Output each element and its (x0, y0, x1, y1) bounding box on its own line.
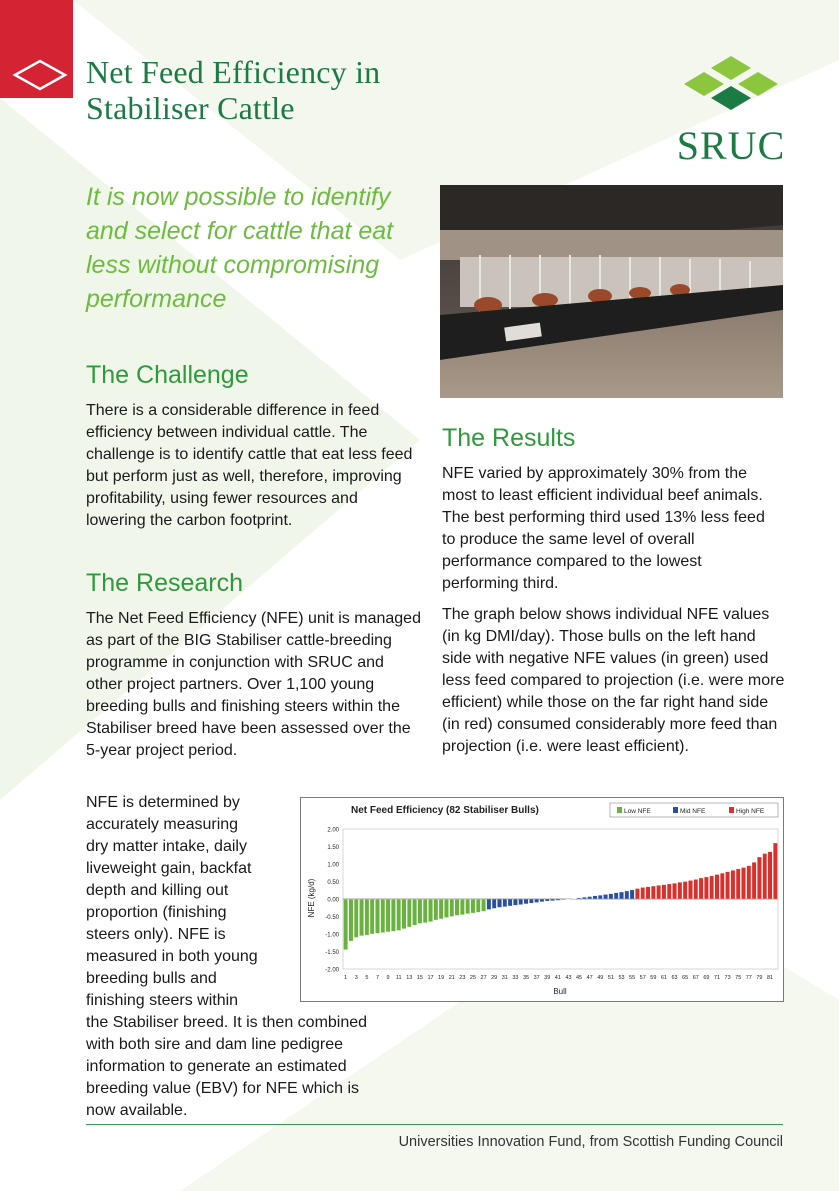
bar-4 (359, 899, 363, 936)
x-tick-label: 77 (745, 975, 752, 981)
y-tick-label: 0.00 (327, 897, 339, 904)
bar-11 (397, 899, 401, 931)
x-tick-label: 79 (756, 975, 763, 981)
x-tick-label: 21 (448, 975, 455, 981)
x-tick-label: 63 (671, 975, 678, 981)
x-tick-label: 65 (682, 975, 689, 981)
bar-9 (386, 899, 390, 932)
bar-76 (741, 868, 745, 900)
results-graph-text: The graph below shows individual NFE values (in kg DMI/day). Those bulls on the left hand side with negative NFE values (in green) used less feed compared to projection (i.e. were more efficient) while those on the far right hand side (in red) consumed considerably more feed than projection (i.e. were least efficient). (442, 606, 785, 755)
footer-divider (86, 1124, 783, 1125)
sruc-logo (676, 56, 786, 168)
logo-text: SRUC (676, 123, 786, 168)
y-tick-label: 1.50 (327, 845, 339, 851)
chart-legend (610, 803, 778, 817)
bar-42 (561, 899, 565, 900)
text-line: NFE is determined by (86, 794, 240, 811)
bar-12 (402, 899, 406, 929)
bar-55 (630, 890, 634, 899)
x-tick-label: 11 (395, 975, 402, 981)
bar-8 (381, 899, 385, 933)
bar-21 (450, 899, 454, 917)
bar-6 (370, 899, 374, 934)
bar-28 (487, 899, 491, 910)
legend-swatch (617, 807, 622, 813)
bar-56 (635, 889, 639, 900)
y-tick-label: -2.00 (325, 967, 339, 974)
bar-63 (672, 883, 676, 899)
y-tick-label: 2.00 (327, 827, 339, 834)
x-tick-label: 31 (501, 975, 508, 981)
x-tick-label: 45 (576, 975, 583, 981)
results-text: NFE varied by approximately 30% from the most to least efficient individual beef animals. The best performing third used 13% less feed to produce the same level of overall performance compared to the lowest performing third. (442, 465, 765, 592)
bar-47 (588, 897, 592, 899)
bar-53 (619, 892, 623, 899)
bar-39 (545, 899, 549, 901)
bar-79 (757, 857, 761, 899)
y-tick-label: -0.50 (325, 915, 339, 921)
bar-3 (354, 899, 358, 938)
bar-67 (694, 879, 698, 899)
bar-1 (344, 899, 348, 950)
text-line: steers only). NFE is (86, 926, 226, 943)
text-line: measured in both young (86, 948, 258, 965)
text-line: breeding value (EBV) for NFE which is (86, 1080, 359, 1097)
bar-38 (540, 899, 544, 902)
bar-73 (725, 872, 729, 899)
bar-46 (582, 897, 586, 899)
bar-59 (651, 886, 655, 899)
legend-swatch (729, 807, 734, 813)
x-tick-label: 51 (607, 975, 614, 981)
research-heading: The Research (86, 569, 244, 597)
text-line: now available. (86, 1102, 188, 1119)
bar-26 (476, 899, 480, 912)
bar-50 (603, 894, 607, 899)
x-tick-label: 13 (406, 975, 413, 981)
x-tick-label: 27 (480, 975, 487, 981)
bar-49 (598, 895, 602, 899)
diamond-icon (11, 57, 69, 93)
legend-entry: Mid NFE (680, 808, 706, 815)
bar-32 (508, 899, 512, 906)
bar-51 (609, 894, 613, 899)
y-tick-label: -1.00 (325, 932, 339, 939)
x-tick-label: 47 (586, 975, 593, 981)
intro-statement: It is now possible to identify and select for cattle that eat less without compromising performance (86, 183, 394, 313)
y-tick-label: 1.00 (327, 862, 339, 869)
x-tick-label: 75 (735, 975, 742, 981)
x-tick-label: 81 (766, 975, 774, 981)
bar-17 (428, 899, 432, 922)
bar-33 (513, 899, 517, 905)
feeding-unit-photo (440, 185, 783, 398)
bar-34 (519, 899, 523, 905)
y-tick-label: 0.50 (327, 880, 339, 886)
text-line: dry matter intake, daily (86, 838, 247, 855)
nfe-chart-svg (301, 798, 783, 1001)
x-tick-label: 19 (438, 975, 445, 981)
x-axis-label: Bull (553, 987, 567, 996)
x-tick-label: 9 (386, 975, 390, 981)
legend-swatch (673, 807, 678, 813)
corner-tab (0, 0, 73, 98)
bar-16 (423, 899, 427, 923)
y-tick-label: -1.50 (325, 950, 339, 956)
bar-60 (656, 885, 660, 899)
bar-69 (704, 877, 708, 899)
logo-diamonds-icon (676, 56, 786, 122)
x-tick-label: 25 (469, 975, 477, 981)
bar-37 (534, 899, 538, 903)
x-tick-label: 73 (724, 975, 731, 981)
bar-52 (614, 893, 618, 899)
bar-61 (662, 885, 666, 899)
x-tick-label: 29 (491, 975, 498, 981)
x-tick-label: 39 (544, 975, 551, 981)
x-tick-label: 55 (629, 975, 636, 981)
x-tick-label: 59 (650, 975, 657, 981)
x-tick-label: 35 (522, 975, 530, 981)
bar-74 (731, 870, 735, 899)
bar-40 (550, 899, 554, 901)
x-tick-label: 5 (365, 975, 369, 981)
bar-23 (460, 899, 464, 915)
x-tick-label: 23 (459, 975, 466, 981)
chart-title: Net Feed Efficiency (82 Stabiliser Bulls) (351, 805, 539, 816)
bar-78 (752, 862, 756, 899)
bar-2 (349, 899, 353, 941)
bar-77 (747, 866, 751, 899)
research-text: The Net Feed Efficiency (NFE) unit is managed as part of the BIG Stabiliser cattle-breeding programme in conjunction with SRUC and other project partners. Over 1,100 young breeding bulls and finishing steers within the Stabiliser breed have been assessed over the 5-year project period. (86, 610, 421, 759)
bar-18 (434, 899, 438, 920)
text-line: with both sire and dam line pedigree (86, 1036, 344, 1053)
legend-entry: High NFE (736, 808, 765, 815)
text-line: finishing steers within (86, 992, 239, 1009)
bar-72 (720, 873, 724, 899)
bar-35 (524, 899, 528, 904)
text-line: accurately measuring (86, 816, 239, 833)
x-tick-label: 17 (427, 975, 434, 981)
x-tick-label: 37 (533, 975, 540, 981)
x-tick-label: 49 (597, 975, 604, 981)
x-tick-label: 41 (554, 975, 561, 981)
legend-entry: Low NFE (624, 808, 651, 815)
bar-14 (412, 899, 416, 925)
bar-29 (492, 899, 496, 908)
bar-27 (481, 899, 485, 911)
x-tick-label: 15 (416, 975, 423, 981)
bar-25 (471, 899, 475, 913)
bar-80 (763, 854, 767, 900)
x-tick-label: 7 (375, 975, 380, 981)
bar-65 (683, 882, 687, 900)
bar-13 (407, 899, 411, 927)
y-axis-label: NFE (kg/d) (307, 878, 316, 918)
challenge-heading: The Challenge (86, 361, 249, 389)
bar-48 (593, 896, 597, 899)
bar-15 (418, 899, 422, 924)
bar-62 (667, 884, 671, 899)
bar-68 (699, 878, 703, 899)
bar-19 (439, 899, 443, 919)
x-tick-label: 43 (565, 975, 572, 981)
text-line: proportion (finishing (86, 904, 227, 921)
bar-36 (529, 899, 533, 903)
bar-82 (773, 843, 777, 899)
results-heading: The Results (442, 424, 576, 452)
page-title: Net Feed Efficiency in Stabiliser Cattle (86, 54, 381, 126)
x-tick-label: 57 (639, 975, 646, 981)
bar-31 (503, 899, 507, 907)
bar-5 (365, 899, 369, 935)
x-tick-label: 1 (344, 975, 348, 981)
bar-54 (625, 891, 629, 899)
bar-30 (497, 899, 501, 907)
bar-66 (688, 880, 692, 899)
bar-20 (444, 899, 448, 918)
x-tick-label: 61 (660, 975, 668, 981)
bar-71 (715, 875, 719, 900)
bar-45 (577, 898, 581, 899)
bar-24 (466, 899, 470, 914)
text-line: information to generate an estimated (86, 1058, 347, 1075)
bar-81 (768, 852, 772, 899)
footer-text: Universities Innovation Fund, from Scottish Funding Council (398, 1134, 783, 1150)
bar-10 (391, 899, 395, 931)
bar-57 (641, 887, 645, 899)
text-line: the Stabiliser breed. It is then combined (86, 1014, 368, 1031)
bar-75 (736, 869, 740, 899)
x-tick-label: 33 (512, 975, 519, 981)
text-line: breeding bulls and (86, 970, 217, 987)
x-tick-label: 3 (354, 975, 358, 981)
nfe-chart (300, 797, 784, 1002)
bar-22 (455, 899, 459, 915)
bar-58 (646, 887, 650, 899)
text-line: liveweight gain, backfat (86, 860, 252, 877)
x-tick-label: 53 (618, 975, 625, 981)
bar-7 (375, 899, 379, 933)
bar-64 (678, 882, 682, 899)
x-tick-label: 71 (713, 975, 721, 981)
x-tick-label: 67 (692, 975, 699, 981)
x-tick-label: 69 (703, 975, 710, 981)
chart-bars (344, 843, 778, 950)
text-line: depth and killing out (86, 882, 229, 899)
bar-70 (710, 876, 714, 899)
bar-41 (556, 899, 560, 900)
challenge-text: There is a considerable difference in feed efficiency between individual cattle. The challenge is to identify cattle that eat less feed but perform just as well, therefore, improving profitability, using fewer resources and lowering the carbon footprint. (86, 402, 413, 529)
